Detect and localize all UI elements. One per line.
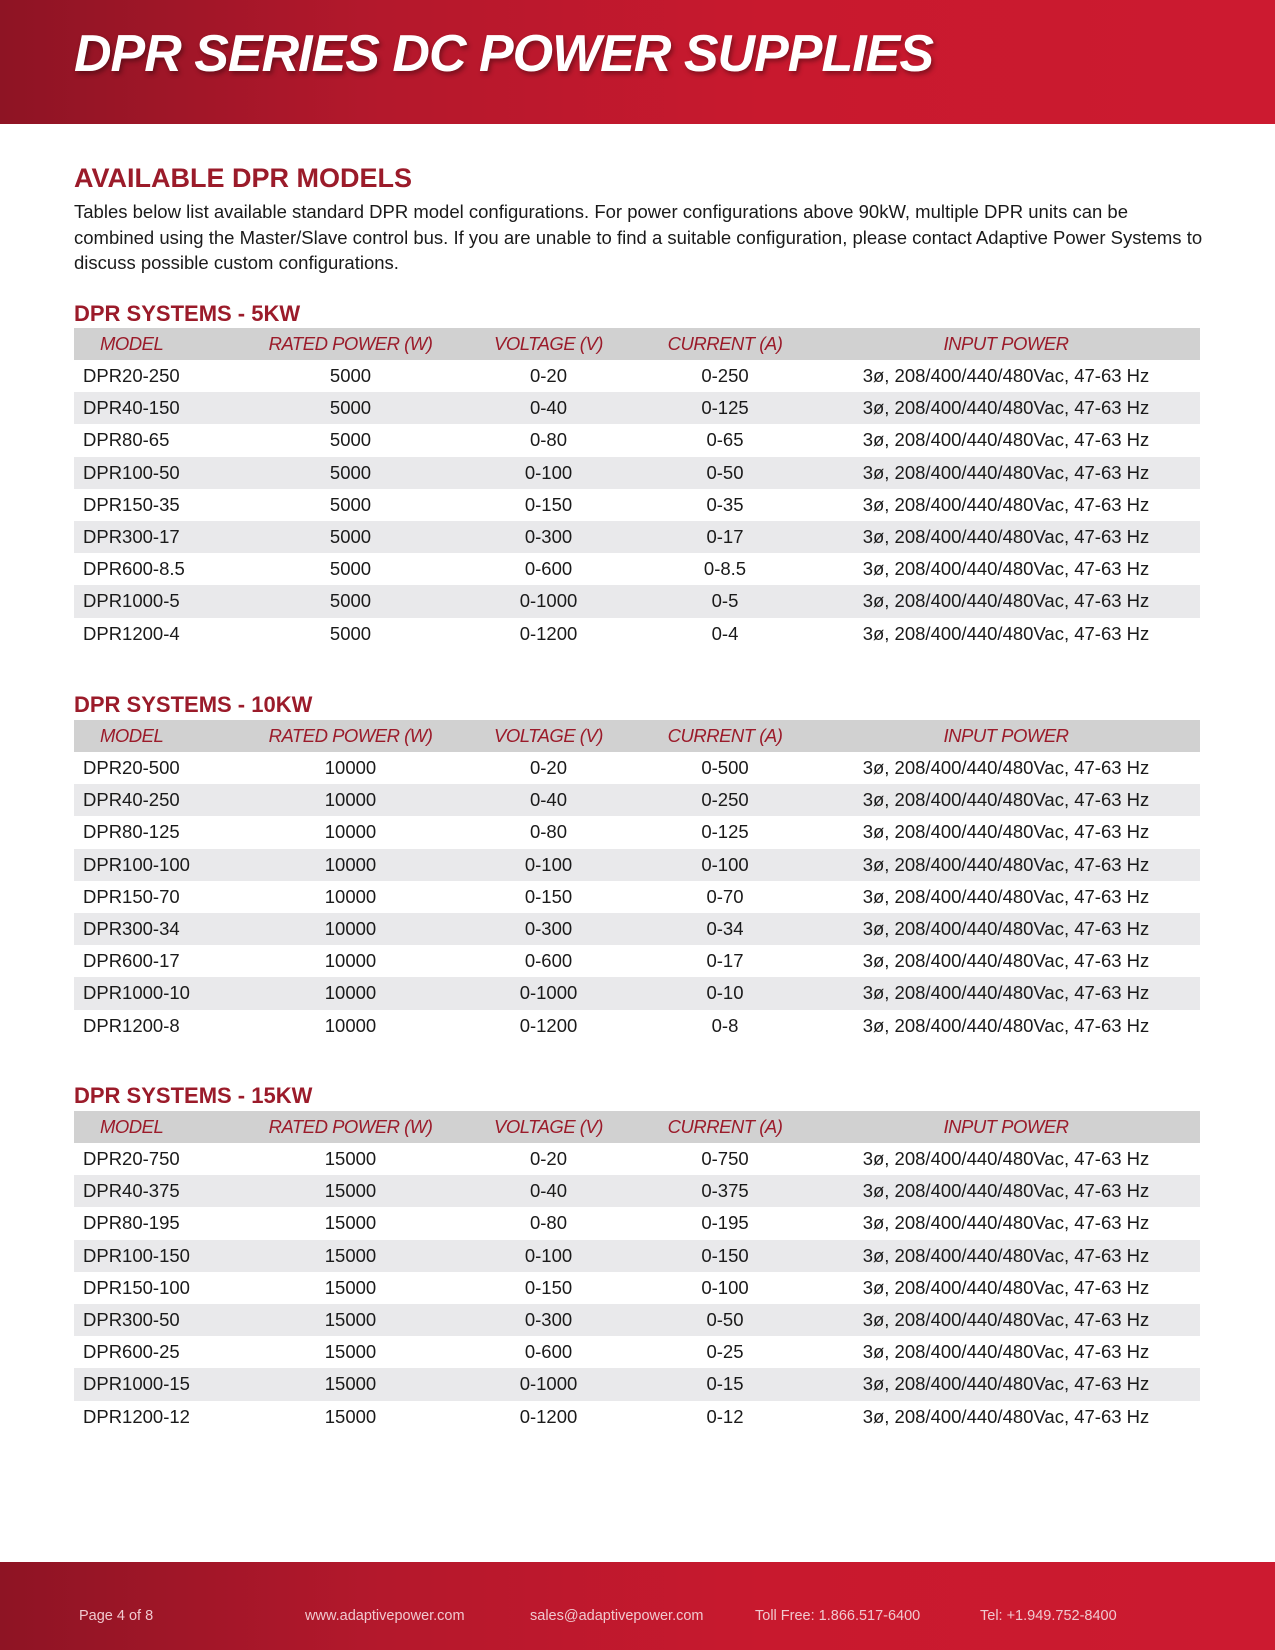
cell-model: DPR300-17 — [74, 521, 242, 553]
table-row — [74, 1010, 1200, 1042]
cell-voltage: 0-300 — [459, 521, 638, 553]
cell-input-power: 3ø, 208/400/440/480Vac, 47-63 Hz — [812, 1175, 1200, 1207]
cell-voltage: 0-600 — [524, 950, 573, 972]
cell-rated-power: 10000 — [324, 885, 377, 907]
cell-rated-power: 15000 — [242, 1240, 459, 1272]
cell-current: 0-34 — [638, 913, 812, 945]
cell-input-power: 3ø, 208/400/440/480Vac, 47-63 Hz — [862, 1014, 1150, 1036]
cell-input-power: 3ø, 208/400/440/480Vac, 47-63 Hz — [812, 521, 1200, 553]
footer-band — [0, 1562, 1275, 1650]
cell-model: DPR150-35 — [83, 493, 180, 515]
table-row — [74, 1272, 1200, 1304]
cell-rated-power: 15000 — [324, 1341, 377, 1363]
cell-model: DPR80-65 — [83, 429, 170, 451]
cell-model: DPR20-250 — [83, 365, 180, 387]
table-row — [74, 457, 1200, 489]
cell-rated-power: 15000 — [242, 1368, 459, 1400]
table-header-row — [74, 1111, 1200, 1143]
cell-voltage: 0-20 — [529, 1148, 568, 1170]
table-row — [74, 585, 1200, 617]
column-header-voltage: VOLTAGE (V) — [459, 720, 638, 752]
cell-current: 0-35 — [706, 493, 744, 515]
table-title-15kw: DPR SYSTEMS - 15KW — [74, 1083, 313, 1108]
intro-paragraph: Tables below list available standard DPR model configurations. For power configurations above 90kW, multiple DPR units can be combined using the Master/Slave control bus. If you are unable to find a suitable configuration, please contact Adaptive Power Systems to discuss possible custom configurations. — [74, 201, 1203, 273]
table-header-row — [74, 720, 1200, 752]
column-header-current: CURRENT (A) — [638, 1111, 812, 1143]
cell-voltage: 0-1000 — [459, 585, 638, 617]
cell-input-power: 3ø, 208/400/440/480Vac, 47-63 Hz — [812, 392, 1200, 424]
cell-model: DPR1200-4 — [83, 622, 180, 644]
cell-input-power: 3ø, 208/400/440/480Vac, 47-63 Hz — [812, 585, 1200, 617]
cell-current: 0-250 — [701, 365, 749, 387]
cell-input-power: 3ø, 208/400/440/480Vac, 47-63 Hz — [812, 849, 1200, 881]
cell-input-power: 3ø, 208/400/440/480Vac, 47-63 Hz — [862, 1276, 1150, 1298]
table-header-row — [74, 328, 1200, 360]
cell-rated-power: 5000 — [329, 429, 372, 451]
cell-voltage: 0-40 — [459, 392, 638, 424]
cell-input-power: 3ø, 208/400/440/480Vac, 47-63 Hz — [812, 1304, 1200, 1336]
cell-voltage: 0-1200 — [519, 622, 578, 644]
cell-rated-power: 10000 — [242, 849, 459, 881]
cell-rated-power: 5000 — [242, 457, 459, 489]
page-number: Page 4 of 8 — [79, 1608, 154, 1624]
cell-model: DPR40-375 — [74, 1175, 242, 1207]
cell-rated-power: 10000 — [324, 757, 377, 779]
cell-current: 0-15 — [638, 1368, 812, 1400]
cell-input-power: 3ø, 208/400/440/480Vac, 47-63 Hz — [862, 493, 1150, 515]
cell-input-power: 3ø, 208/400/440/480Vac, 47-63 Hz — [812, 1240, 1200, 1272]
cell-rated-power: 15000 — [324, 1148, 377, 1170]
cell-voltage: 0-1200 — [519, 1405, 578, 1427]
cell-model: DPR1200-12 — [83, 1405, 190, 1427]
cell-input-power: 3ø, 208/400/440/480Vac, 47-63 Hz — [862, 622, 1150, 644]
table-row — [74, 945, 1200, 977]
cell-model: DPR40-250 — [74, 784, 242, 816]
cell-current: 0-17 — [638, 521, 812, 553]
cell-current: 0-17 — [706, 950, 744, 972]
cell-current: 0-125 — [638, 392, 812, 424]
column-header-model: MODEL — [74, 1111, 242, 1143]
column-header-current: CURRENT (A) — [638, 720, 812, 752]
cell-model: DPR80-125 — [83, 821, 180, 843]
cell-model: DPR300-34 — [74, 913, 242, 945]
cell-voltage: 0-100 — [459, 1240, 638, 1272]
cell-rated-power: 15000 — [242, 1304, 459, 1336]
cell-voltage: 0-20 — [529, 365, 568, 387]
table-row — [74, 521, 1200, 553]
table-row — [74, 849, 1200, 881]
cell-model: DPR100-150 — [74, 1240, 242, 1272]
cell-input-power: 3ø, 208/400/440/480Vac, 47-63 Hz — [862, 1212, 1150, 1234]
cell-rated-power: 15000 — [324, 1405, 377, 1427]
cell-voltage: 0-20 — [529, 757, 568, 779]
table-row — [74, 1401, 1200, 1433]
table-row — [74, 489, 1200, 521]
cell-rated-power: 5000 — [242, 392, 459, 424]
cell-model: DPR80-195 — [83, 1212, 180, 1234]
cell-current: 0-10 — [638, 977, 812, 1009]
cell-voltage: 0-600 — [524, 558, 573, 580]
table-title-10kw: DPR SYSTEMS - 10KW — [74, 692, 313, 717]
table-row — [74, 618, 1200, 650]
cell-current: 0-125 — [701, 821, 749, 843]
cell-rated-power: 10000 — [242, 784, 459, 816]
cell-rated-power: 15000 — [324, 1212, 377, 1234]
cell-input-power: 3ø, 208/400/440/480Vac, 47-63 Hz — [812, 784, 1200, 816]
cell-voltage: 0-150 — [524, 493, 573, 515]
cell-voltage: 0-80 — [529, 821, 568, 843]
cell-model: DPR600-25 — [83, 1341, 180, 1363]
cell-model: DPR100-50 — [74, 457, 242, 489]
cell-rated-power: 10000 — [324, 821, 377, 843]
cell-voltage: 0-300 — [459, 913, 638, 945]
telephone-number: Tel: +1.949.752-8400 — [980, 1608, 1117, 1624]
cell-voltage: 0-100 — [459, 849, 638, 881]
column-header-input-power: INPUT POWER — [812, 1111, 1200, 1143]
cell-rated-power: 10000 — [324, 950, 377, 972]
cell-voltage: 0-600 — [524, 1341, 573, 1363]
column-header-voltage: VOLTAGE (V) — [459, 1111, 638, 1143]
column-header-rated-power: RATED POWER (W) — [242, 720, 459, 752]
table-row — [74, 752, 1200, 784]
cell-input-power: 3ø, 208/400/440/480Vac, 47-63 Hz — [862, 1341, 1150, 1363]
cell-model: DPR600-17 — [83, 950, 180, 972]
cell-model: DPR20-500 — [83, 757, 180, 779]
models-table-10kw — [74, 720, 1200, 1042]
cell-model: DPR100-100 — [74, 849, 242, 881]
table-row — [74, 784, 1200, 816]
models-table-5kw — [74, 328, 1200, 650]
column-header-model: MODEL — [74, 720, 242, 752]
models-table-15kw — [74, 1111, 1200, 1433]
cell-model: DPR150-70 — [83, 885, 180, 907]
cell-rated-power: 10000 — [242, 977, 459, 1009]
cell-voltage: 0-150 — [524, 1276, 573, 1298]
cell-input-power: 3ø, 208/400/440/480Vac, 47-63 Hz — [862, 429, 1150, 451]
table-row — [74, 392, 1200, 424]
cell-rated-power: 15000 — [324, 1276, 377, 1298]
cell-current: 0-750 — [701, 1148, 749, 1170]
cell-current: 0-100 — [701, 1276, 749, 1298]
table-row — [74, 553, 1200, 585]
cell-rated-power: 5000 — [242, 585, 459, 617]
cell-input-power: 3ø, 208/400/440/480Vac, 47-63 Hz — [862, 365, 1150, 387]
table-row — [74, 1143, 1200, 1175]
cell-current: 0-100 — [638, 849, 812, 881]
cell-current: 0-195 — [701, 1212, 749, 1234]
cell-current: 0-25 — [706, 1341, 744, 1363]
cell-model: DPR40-150 — [74, 392, 242, 424]
table-row — [74, 1304, 1200, 1336]
website-link[interactable]: www.adaptivepower.com — [305, 1608, 465, 1624]
cell-current: 0-8 — [711, 1014, 739, 1036]
column-header-rated-power: RATED POWER (W) — [242, 328, 459, 360]
table-row — [74, 1336, 1200, 1368]
cell-current: 0-12 — [706, 1405, 744, 1427]
table-row — [74, 360, 1200, 392]
page-title: DPR SERIES DC POWER SUPPLIES — [74, 25, 934, 83]
cell-voltage: 0-80 — [529, 1212, 568, 1234]
column-header-input-power: INPUT POWER — [812, 328, 1200, 360]
cell-voltage: 0-80 — [529, 429, 568, 451]
column-header-current: CURRENT (A) — [638, 328, 812, 360]
cell-input-power: 3ø, 208/400/440/480Vac, 47-63 Hz — [862, 1405, 1150, 1427]
cell-current: 0-250 — [638, 784, 812, 816]
table-row — [74, 424, 1200, 456]
cell-voltage: 0-100 — [459, 457, 638, 489]
cell-current: 0-70 — [706, 885, 744, 907]
cell-rated-power: 5000 — [329, 558, 372, 580]
cell-current: 0-8.5 — [703, 558, 747, 580]
cell-current: 0-4 — [711, 622, 739, 644]
table-title-5kw: DPR SYSTEMS - 5KW — [74, 301, 301, 326]
cell-model: DPR150-100 — [83, 1276, 190, 1298]
cell-model: DPR1000-5 — [74, 585, 242, 617]
email-link[interactable]: sales@adaptivepower.com — [530, 1608, 704, 1624]
cell-input-power: 3ø, 208/400/440/480Vac, 47-63 Hz — [862, 757, 1150, 779]
cell-rated-power: 15000 — [242, 1175, 459, 1207]
cell-input-power: 3ø, 208/400/440/480Vac, 47-63 Hz — [812, 1368, 1200, 1400]
cell-current: 0-50 — [638, 457, 812, 489]
cell-voltage: 0-40 — [459, 1175, 638, 1207]
cell-rated-power: 5000 — [329, 622, 372, 644]
column-header-input-power: INPUT POWER — [812, 720, 1200, 752]
cell-input-power: 3ø, 208/400/440/480Vac, 47-63 Hz — [862, 950, 1150, 972]
cell-model: DPR1200-8 — [83, 1014, 180, 1036]
cell-input-power: 3ø, 208/400/440/480Vac, 47-63 Hz — [862, 558, 1150, 580]
cell-input-power: 3ø, 208/400/440/480Vac, 47-63 Hz — [862, 885, 1150, 907]
cell-current: 0-5 — [638, 585, 812, 617]
table-row — [74, 1368, 1200, 1400]
cell-model: DPR1000-10 — [74, 977, 242, 1009]
cell-current: 0-50 — [638, 1304, 812, 1336]
table-row — [74, 977, 1200, 1009]
cell-rated-power: 5000 — [329, 493, 372, 515]
cell-voltage: 0-150 — [524, 885, 573, 907]
table-row — [74, 1207, 1200, 1239]
cell-input-power: 3ø, 208/400/440/480Vac, 47-63 Hz — [862, 821, 1150, 843]
table-row — [74, 881, 1200, 913]
table-row — [74, 913, 1200, 945]
cell-model: DPR600-8.5 — [83, 558, 185, 580]
cell-current: 0-500 — [701, 757, 749, 779]
column-header-voltage: VOLTAGE (V) — [459, 328, 638, 360]
cell-rated-power: 10000 — [324, 1014, 377, 1036]
column-header-rated-power: RATED POWER (W) — [242, 1111, 459, 1143]
cell-voltage: 0-40 — [459, 784, 638, 816]
cell-input-power: 3ø, 208/400/440/480Vac, 47-63 Hz — [812, 977, 1200, 1009]
toll-free-number: Toll Free: 1.866.517-6400 — [755, 1608, 921, 1624]
cell-model: DPR1000-15 — [74, 1368, 242, 1400]
column-header-model: MODEL — [74, 328, 242, 360]
cell-input-power: 3ø, 208/400/440/480Vac, 47-63 Hz — [812, 457, 1200, 489]
table-row — [74, 1240, 1200, 1272]
cell-voltage: 0-1000 — [459, 977, 638, 1009]
section-heading: AVAILABLE DPR MODELS — [74, 163, 413, 193]
cell-rated-power: 10000 — [242, 913, 459, 945]
cell-voltage: 0-300 — [459, 1304, 638, 1336]
cell-current: 0-375 — [638, 1175, 812, 1207]
table-row — [74, 816, 1200, 848]
cell-model: DPR20-750 — [83, 1148, 180, 1170]
cell-voltage: 0-1200 — [519, 1014, 578, 1036]
cell-current: 0-150 — [638, 1240, 812, 1272]
cell-current: 0-65 — [706, 429, 744, 451]
cell-model: DPR300-50 — [74, 1304, 242, 1336]
cell-input-power: 3ø, 208/400/440/480Vac, 47-63 Hz — [812, 913, 1200, 945]
cell-voltage: 0-1000 — [459, 1368, 638, 1400]
cell-rated-power: 5000 — [242, 521, 459, 553]
cell-rated-power: 5000 — [329, 365, 372, 387]
cell-input-power: 3ø, 208/400/440/480Vac, 47-63 Hz — [862, 1148, 1150, 1170]
table-row — [74, 1175, 1200, 1207]
